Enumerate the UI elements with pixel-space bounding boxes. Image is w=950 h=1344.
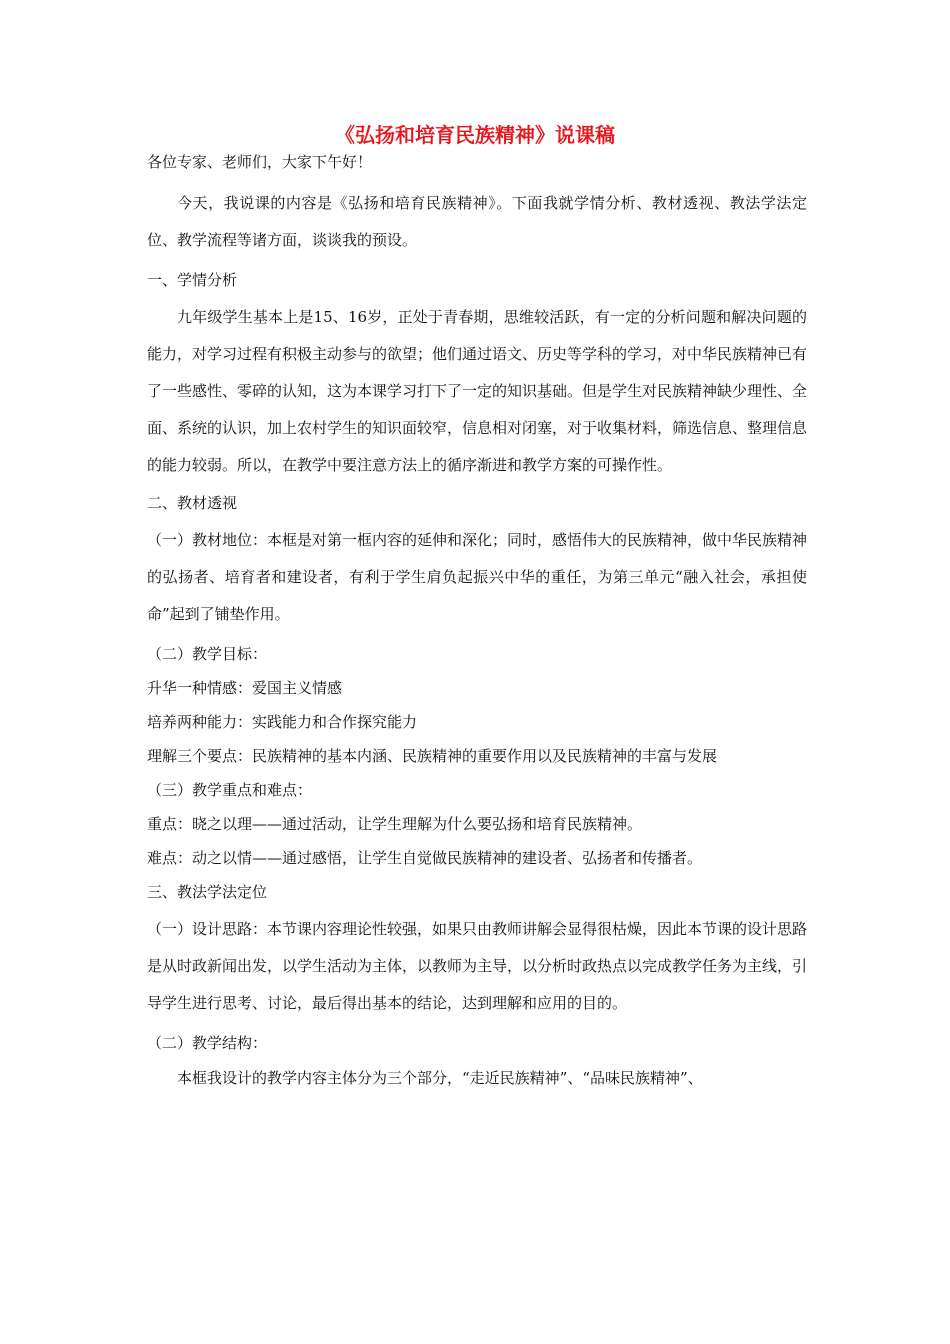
teaching-structure-paragraph: 本框我设计的教学内容主体分为三个部分，“走近民族精神”、“品味民族精神”、	[177, 1069, 703, 1087]
greeting: 各位专家、老师们，大家下午好！	[147, 153, 373, 171]
learner-analysis-paragraph: 九年级学生基本上是15、16岁，正处于青春期，思维较活跃，有一定的分析问题和解决问题的能力，对学习过程有积极主动参与的欲望；他们通过语文、历史等学科的学习，对中华民族精神已有了一些感性、零碎的认知，这为本课学习打下了一定的知识基础。但是学生对民族精神缺少理性、全面、系统的认识，加上农村学生的知识面较窄，信息相对闭塞，对于收集材料，筛选信息、整理信息的能力较弱。所以，在教学中要注意方法上的循序渐进和教学方案的可操作性。	[147, 308, 808, 474]
document-body	[147, 145, 807, 1097]
key-point: 重点：晓之以理——通过活动，让学生理解为什么要弘扬和培育民族精神。	[147, 815, 643, 833]
goal-item-3: 理解三个要点：民族精神的基本内涵、民族精神的重要作用以及民族精神的丰富与发展	[147, 747, 718, 765]
design-idea-paragraph: （一）设计思路：本节课内容理论性较强，如果只由教师讲解会显得很枯燥，因此本节课的设计思路是从时政新闻出发，以学生活动为主体，以教师为主导，以分析时政热点以完成教学任务为主线，引导学生进行思考、讨论，最后得出基本的结论，达到理解和应用的目的。	[147, 920, 808, 1012]
goal-item-1: 升华一种情感：爱国主义情感	[147, 679, 343, 697]
section-heading-2: 二、教材透视	[147, 494, 238, 512]
section-heading-3: 三、教法学法定位	[147, 883, 268, 901]
intro-paragraph: 今天，我说课的内容是《弘扬和培育民族精神》。下面我就学情分析、教材透视、教法学法定位、教学流程等诸方面，谈谈我的预设。	[147, 194, 807, 249]
textbook-position-paragraph: （一）教材地位：本框是对第一框内容的延伸和深化；同时，感悟伟大的民族精神，做中华民族精神的弘扬者、培育者和建设者，有利于学生肩负起振兴中华的重任，为第三单元“融入社会，承担使命”起到了铺垫作用。	[147, 531, 808, 623]
section-heading-1: 一、学情分析	[147, 271, 238, 289]
teaching-structure-heading: （二）教学结构：	[147, 1034, 268, 1052]
difficult-point: 难点：动之以情——通过感悟，让学生自觉做民族精神的建设者、弘扬者和传播者。	[147, 849, 703, 867]
document-title: 《弘扬和培育民族精神》说课稿	[335, 123, 615, 147]
teaching-goals-heading: （二）教学目标：	[147, 645, 268, 663]
key-difficult-heading: （三）教学重点和难点：	[147, 781, 313, 799]
goal-item-2: 培养两种能力：实践能力和合作探究能力	[147, 713, 418, 731]
